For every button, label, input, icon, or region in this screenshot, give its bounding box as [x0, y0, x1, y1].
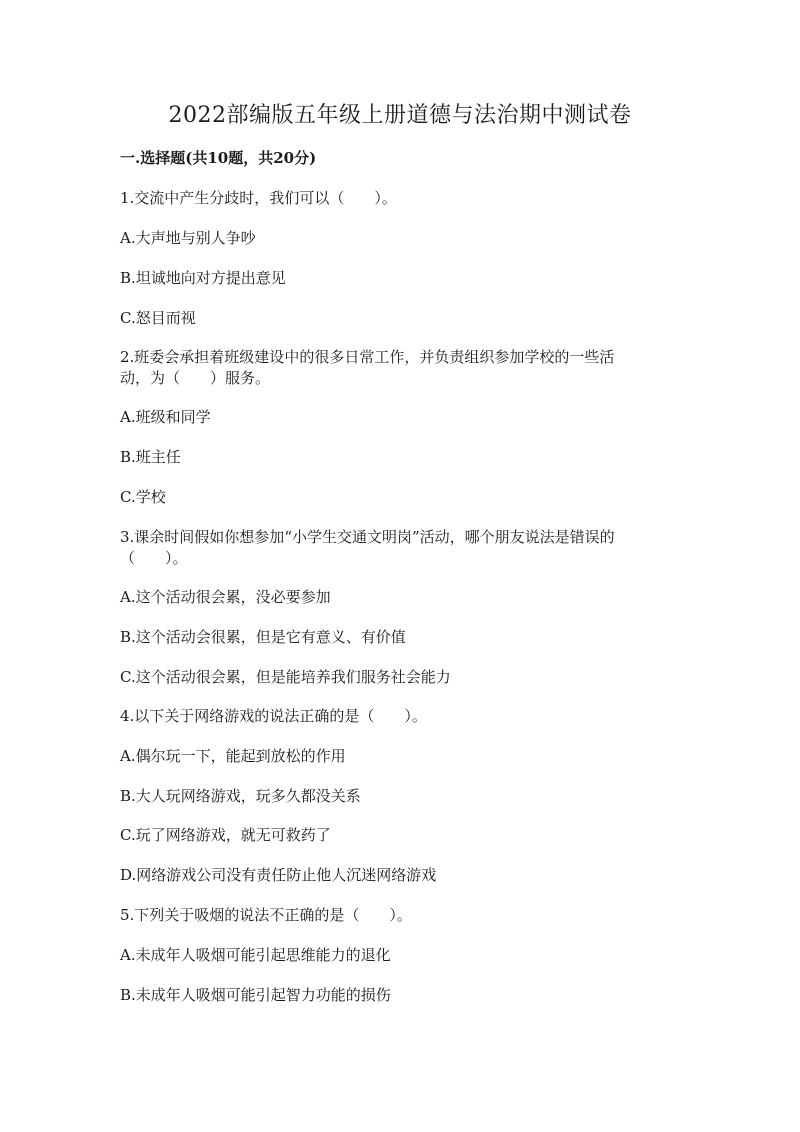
question-4-option-a: A.偶尔玩一下，能起到放松的作用 [120, 747, 346, 765]
question-3-stem-line-1: 3.课余时间假如你想参加“小学生交通文明岗”活动，哪个朋友说法是错误的 [120, 528, 615, 546]
question-2-stem-line-1: 2.班委会承担着班级建设中的很多日常工作，并负责组织参加学校的一些活 [120, 348, 615, 366]
question-5-option-a: A.未成年人吸烟可能引起思维能力的退化 [120, 946, 391, 964]
question-1-stem: 1.交流中产生分歧时，我们可以（ ）。 [120, 189, 397, 207]
question-2-option-a: A.班级和同学 [120, 408, 211, 426]
question-1-option-b: B.坦诚地向对方提出意见 [120, 269, 286, 287]
question-5-option-b: B.未成年人吸烟可能引起智力功能的损伤 [120, 986, 391, 1004]
question-2-option-c: C.学校 [120, 488, 166, 506]
question-3-option-c: C.这个活动很会累，但是能培养我们服务社会能力 [120, 668, 451, 686]
question-2-stem-line-2: 动，为（ ）服务。 [120, 369, 271, 387]
question-1-option-a: A.大声地与别人争吵 [120, 229, 256, 247]
question-4-option-c: C.玩了网络游戏，就无可救药了 [120, 826, 331, 844]
page-title: 2022部编版五年级上册道德与法治期中测试卷 [168, 103, 632, 128]
question-3-option-b: B.这个活动会很累，但是它有意义、有价值 [120, 628, 406, 646]
question-4-stem: 4.以下关于网络游戏的说法正确的是（ ）。 [120, 707, 427, 725]
question-4-option-d: D.网络游戏公司没有责任防止他人沉迷网络游戏 [120, 866, 437, 884]
question-1-option-c: C.怒目而视 [120, 309, 196, 327]
question-3-option-a: A.这个活动很会累，没必要参加 [120, 588, 331, 606]
question-2-option-b: B.班主任 [120, 448, 181, 466]
question-5-stem: 5.下列关于吸烟的说法不正确的是（ ）。 [120, 906, 412, 924]
question-4-option-b: B.大人玩网络游戏，玩多久都没关系 [120, 787, 361, 805]
section-heading: 一.选择题(共10题，共20分) [120, 149, 317, 167]
question-3-stem-line-2: （ ）。 [120, 549, 188, 567]
